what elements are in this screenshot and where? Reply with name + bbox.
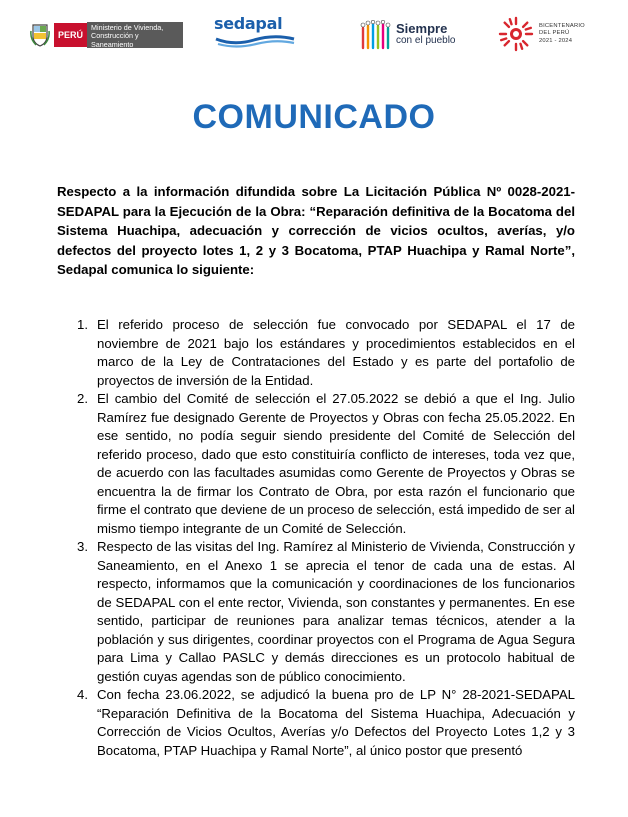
bicentenario-logo (498, 16, 585, 52)
list-item (57, 390, 575, 538)
intro-paragraph: Respecto a la información difundida sobre La Licitación Pública Nº 0028-2021-SEDAPAL para la Ejecución de la Obra: “Reparación definitiva de la Bocatoma del Sistema Huachipa, adecuación y corrección de vicios ocultos, averías, y/o defectos del proyecto lotes 1, 2 y 3 Bocatoma, PTAP Huachipa y Ramal Norte”, Sedapal comunica lo siguiente: (57, 184, 575, 277)
item-number: 2. (77, 391, 88, 406)
sedapal-logo (214, 14, 296, 50)
peru-label: PERÚ (54, 23, 87, 47)
item-number: 3. (77, 539, 88, 554)
siempre-logo (360, 20, 456, 50)
siempre-line2: con el pueblo (396, 35, 456, 46)
sedapal-wordmark: sedapal (214, 14, 283, 33)
people-icon (360, 20, 392, 50)
document-title: COMUNICADO (192, 98, 436, 136)
siempre-line1: Siempre (396, 21, 448, 36)
statement-list (57, 316, 575, 760)
bicentenario-line1: BICENTENARIO (539, 22, 585, 29)
item-text: Respecto de las visitas del Ing. Ramírez al Ministerio de Vivienda, Construcción y Saneamiento, en el Anexo 1 se aprecia el tenor de cada una de estas. Al respecto, informamos que la comunicación y coordinaciones de los funcionarios de SEDAPAL con el ente rector, Vivienda, son constantes y permanentes. En ese sentido, participar de reuniones para analizar temas técnicos, atender a la población y sus dirigentes, coordinar proyectos con el Programa de Agua Segura para Lima y Callao PASLC y demás direcciones es un protocolo habitual de gestión cuyas agendas son de público conocimiento. (97, 539, 575, 684)
item-number: 4. (77, 687, 88, 702)
ministerio-label: Ministerio de Vivienda, Construcción y Saneamiento (87, 22, 183, 48)
bicentenario-emblem-icon (498, 16, 534, 52)
list-item (57, 538, 575, 686)
bicentenario-line3: 2021 - 2024 (539, 37, 573, 44)
escudo-icon (30, 23, 50, 47)
item-text: El referido proceso de selección fue convocado por SEDAPAL el 17 de noviembre de 2021 bajo los estándares y procedimientos establecidos en el marco de la Ley de Contrataciones del Estado y es parte del portafolio de proyectos de inversión de la Entidad. (97, 317, 575, 388)
item-text: Con fecha 23.06.2022, se adjudicó la buena pro de LP N° 28-2021-SEDAPAL “Reparación Definitiva de la Bocatoma del Sistema Huachipa, Adecuación y Corrección de Vicios Ocultos, Averías y/o Defectos del Proyecto Lotes 1,2 y 3 Bocatoma, PTAP Huachipa y Ramal Norte”, al único postor que presentó (97, 687, 575, 758)
ministerio-logo (30, 22, 183, 48)
bicentenario-line2: DEL PERÚ (539, 30, 570, 37)
list-item (57, 686, 575, 760)
item-number: 1. (77, 317, 88, 332)
list-item (57, 316, 575, 390)
wave-icon (214, 34, 296, 48)
header (0, 0, 628, 70)
item-text: El cambio del Comité de selección el 27.05.2022 se debió a que el Ing. Julio Ramírez fue designado Gerente de Proyectos y Obras con fecha 25.05.2022. En ese sentido, no podía seguir siendo presidente del Comité de Selección del referido proceso, dado que esto constituiría conflicto de intereses, toda vez que, de acuerdo con las facultades asumidas como Gerente de Proyectos y Obras se encuentra la de firmar los Contrato de Obra, por esta razón el funcionario que firme el contrato que deviene de un proceso de selección, está impedido de ser al mismo tiempo integrante de un Comité de Selección. (97, 391, 575, 536)
